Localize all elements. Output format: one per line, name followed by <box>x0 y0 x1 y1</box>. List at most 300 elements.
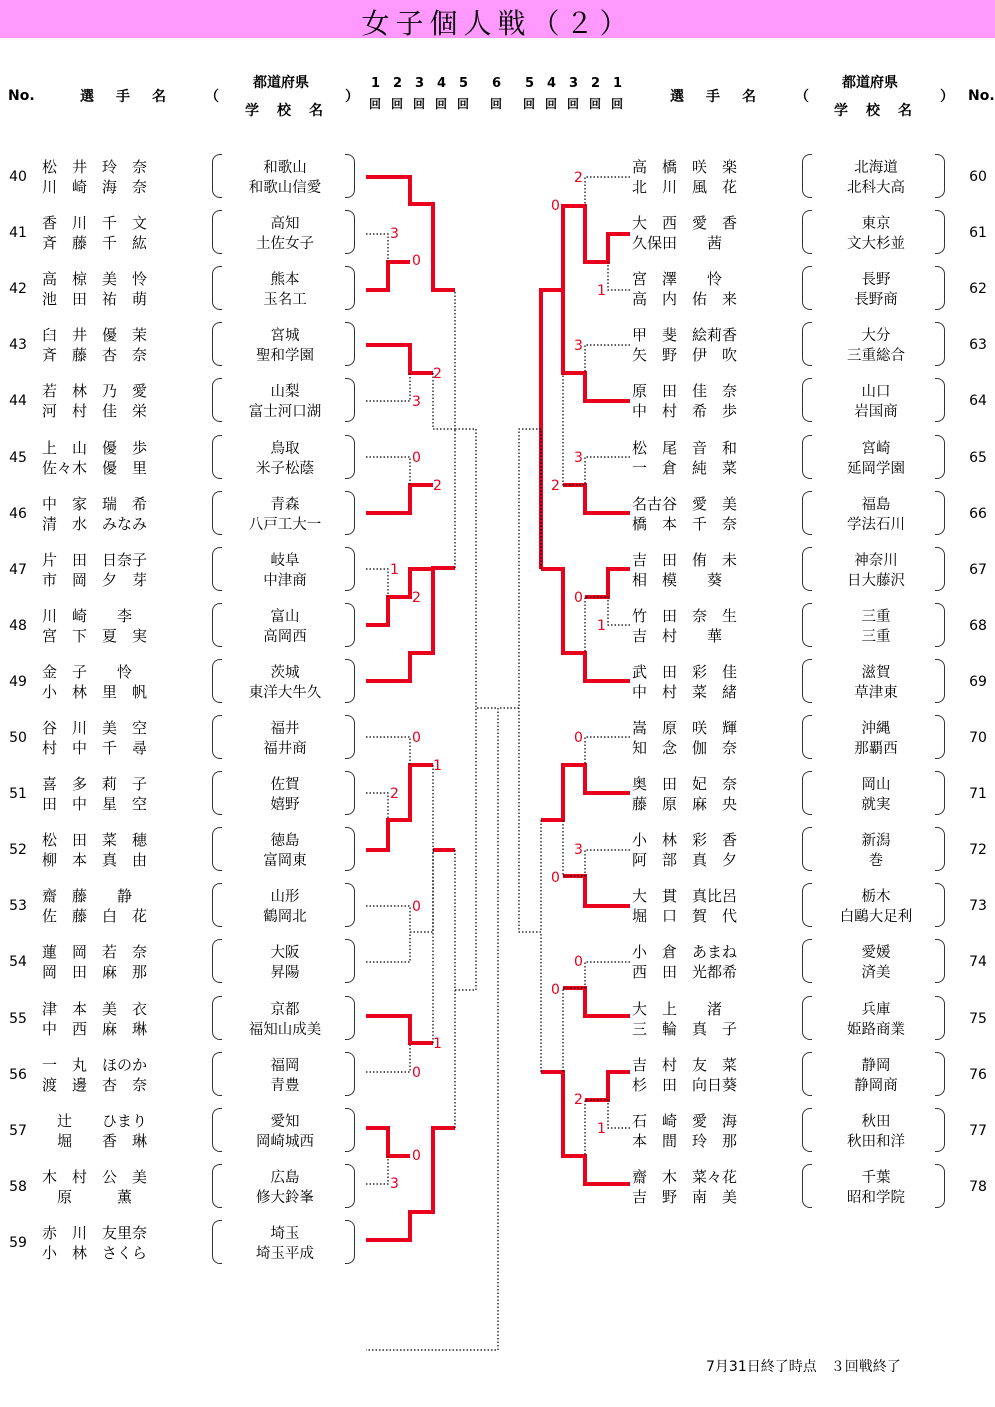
player-name: 中 村 希 歩 <box>632 402 738 421</box>
school-name: 日大藤沢 <box>847 572 905 589</box>
paren-left <box>802 659 812 703</box>
player-name: 喜 多 莉 子 <box>42 775 148 794</box>
paren-left <box>212 771 222 815</box>
match-score: 0 <box>574 590 583 606</box>
paren-left <box>802 266 812 310</box>
entry-number: 46 <box>9 505 27 522</box>
paren-right <box>345 1220 355 1264</box>
paren-right <box>935 210 945 254</box>
school-name: 姫路商業 <box>847 1021 905 1038</box>
prefecture: 京都 <box>270 1001 300 1018</box>
match-score: 2 <box>433 478 442 494</box>
entry-number: 54 <box>9 954 27 971</box>
paren-right <box>345 266 355 310</box>
paren-right <box>345 939 355 983</box>
entry-number: 45 <box>9 449 27 466</box>
paren-right <box>345 491 355 535</box>
player-name: 中 家 瑞 希 <box>42 494 148 513</box>
player-name: 大 上 渚 <box>632 999 723 1018</box>
round-unit: 回 <box>457 97 470 111</box>
paren-right <box>935 1108 945 1152</box>
school-name: 中津商 <box>263 572 307 589</box>
match-score: 3 <box>412 394 421 410</box>
entry-number: 53 <box>9 898 27 915</box>
round-label: 6 <box>492 76 502 91</box>
paren-left <box>212 154 222 198</box>
paren-left <box>212 883 222 927</box>
paren-right <box>935 939 945 983</box>
entry-number: 57 <box>9 1122 27 1139</box>
round-unit: 回 <box>490 97 503 111</box>
entry-number: 71 <box>969 786 987 803</box>
round-unit: 回 <box>369 97 382 111</box>
entry-number: 42 <box>9 281 27 298</box>
player-name: 知 念 伽 奈 <box>632 739 738 757</box>
player-name: 一 倉 純 菜 <box>632 458 738 477</box>
prefecture: 愛媛 <box>861 945 891 962</box>
match-score: 2 <box>390 786 399 802</box>
school-name: 土佐女子 <box>256 236 314 253</box>
school-name: 文大杉並 <box>847 236 905 253</box>
player-name: 村 中 千 尋 <box>42 739 148 757</box>
school-name: 就実 <box>861 797 891 814</box>
prefecture: 岡山 <box>861 777 891 794</box>
paren-right <box>345 996 355 1040</box>
round-label: 2 <box>393 76 403 91</box>
match-score: 2 <box>412 590 421 606</box>
match-score: 1 <box>597 618 606 634</box>
entry-number: 69 <box>969 673 987 690</box>
player-name: 木 村 公 美 <box>42 1167 148 1186</box>
entry-number: 72 <box>969 842 987 859</box>
prefecture: 大阪 <box>270 945 300 962</box>
player-name: 斉 藤 千 紘 <box>42 234 148 253</box>
header-pref-left: 都道府県 <box>253 75 309 91</box>
entry-number: 70 <box>969 730 987 746</box>
prefecture: 徳島 <box>270 833 300 850</box>
prefecture: 福島 <box>861 496 891 513</box>
paren-right <box>935 827 945 871</box>
paren-right <box>935 771 945 815</box>
paren-left <box>802 771 812 815</box>
prefecture: 和歌山 <box>263 160 307 176</box>
player-name: 市 岡 夕 芽 <box>42 570 148 589</box>
paren-left <box>212 939 222 983</box>
paren-right <box>935 322 945 366</box>
player-name: 杉 田 向日葵 <box>632 1075 738 1094</box>
paren-right <box>935 883 945 927</box>
entry-number: 56 <box>9 1066 27 1083</box>
school-name: 高岡西 <box>263 628 307 645</box>
paren-left <box>802 939 812 983</box>
prefecture: 栃木 <box>861 889 891 906</box>
paren-right <box>345 1052 355 1096</box>
round-label: 2 <box>591 76 601 91</box>
paren-right <box>345 659 355 703</box>
match-score: 0 <box>551 982 560 998</box>
prefecture: 富山 <box>270 608 300 625</box>
player-name: 田 中 星 空 <box>42 795 148 814</box>
entry-number: 58 <box>9 1178 27 1195</box>
header-paren-open-left: （ <box>205 89 219 105</box>
match-score: 1 <box>597 1121 606 1137</box>
player-name: 谷 川 美 空 <box>42 719 148 737</box>
paren-left <box>212 715 222 759</box>
player-name: 齋 木 菜々花 <box>632 1167 738 1186</box>
prefecture: 静岡 <box>861 1057 891 1074</box>
entry-number: 41 <box>9 225 27 242</box>
match-score: 0 <box>412 450 421 466</box>
player-name: 柳 本 真 由 <box>42 851 148 870</box>
paren-left <box>802 210 812 254</box>
player-name: 中 村 菜 緒 <box>632 682 738 701</box>
player-name: 香 川 千 文 <box>42 214 148 233</box>
player-name: 甲 斐 絵莉香 <box>632 326 738 345</box>
paren-left <box>802 827 812 871</box>
paren-left <box>212 603 222 647</box>
paren-right <box>935 266 945 310</box>
paren-left <box>212 435 222 479</box>
match-score: 2 <box>574 1092 583 1108</box>
player-name: 佐 藤 白 花 <box>42 907 148 926</box>
prefecture: 秋田 <box>861 1113 891 1130</box>
entry-number: 49 <box>9 673 27 690</box>
school-name: 学法石川 <box>847 516 905 533</box>
paren-left <box>212 1108 222 1152</box>
entry-number: 40 <box>9 169 27 185</box>
paren-right <box>935 996 945 1040</box>
school-name: 延岡学園 <box>847 460 905 477</box>
school-name: 秋田和洋 <box>847 1133 905 1150</box>
player-name: 石 崎 愛 海 <box>632 1111 738 1130</box>
paren-left <box>212 996 222 1040</box>
school-name: 鶴岡北 <box>263 909 307 926</box>
entry-number: 50 <box>9 730 27 746</box>
player-name: 宮 澤 怜 <box>632 270 723 289</box>
paren-left <box>802 715 812 759</box>
round-unit: 回 <box>567 97 580 111</box>
player-name: 小 倉 あまね <box>632 943 738 962</box>
page-title: 女子個人戦（２） <box>361 7 634 40</box>
round-unit: 回 <box>545 97 558 111</box>
player-name: 斉 藤 杏 奈 <box>42 346 148 365</box>
prefecture: 兵庫 <box>861 1001 891 1018</box>
player-name: 松 井 玲 奈 <box>42 158 148 176</box>
player-name: 清 水 みなみ <box>42 514 148 533</box>
match-score: 1 <box>433 758 442 774</box>
paren-right <box>345 603 355 647</box>
player-name: 高 椋 美 怜 <box>42 270 148 289</box>
player-name: 嵩 原 咲 輝 <box>632 719 738 737</box>
match-score: 3 <box>390 226 399 242</box>
right-scores <box>551 170 606 1137</box>
player-name: 松 尾 音 和 <box>632 438 738 457</box>
school-name: 岡崎城西 <box>256 1133 314 1150</box>
player-name: 齋 藤 静 <box>42 887 133 906</box>
prefecture: 山口 <box>861 384 891 401</box>
prefecture: 長野 <box>861 272 891 289</box>
entry-number: 78 <box>969 1178 987 1195</box>
player-name: 北 川 風 花 <box>632 178 738 196</box>
prefecture: 千葉 <box>861 1169 891 1186</box>
paren-left <box>212 547 222 591</box>
player-name: 吉 野 南 美 <box>632 1187 738 1206</box>
school-name: 那覇西 <box>854 741 898 757</box>
player-name: 武 田 彩 佳 <box>632 662 738 681</box>
paren-right <box>345 827 355 871</box>
paren-left <box>212 491 222 535</box>
player-name: 蓮 岡 若 奈 <box>42 943 148 962</box>
paren-right <box>935 1052 945 1096</box>
match-score: 0 <box>574 954 583 970</box>
header-no-right: No. <box>968 88 995 104</box>
player-name: 岡 田 麻 那 <box>42 963 148 982</box>
paren-left <box>212 827 222 871</box>
player-name: 川 崎 海 奈 <box>42 178 148 196</box>
player-name: 大 貫 真比呂 <box>632 887 738 906</box>
player-name: 西 田 光都希 <box>632 963 738 982</box>
paren-right <box>345 771 355 815</box>
paren-left <box>212 210 222 254</box>
entry-number: 77 <box>969 1122 987 1139</box>
header-paren-open-right: （ <box>795 89 809 105</box>
player-name: 辻 ひまり <box>42 1111 148 1130</box>
match-score: 0 <box>412 1148 421 1164</box>
player-name: 松 田 菜 穂 <box>42 831 148 850</box>
paren-left <box>802 1052 812 1096</box>
school-name: 富岡東 <box>263 853 307 870</box>
match-score: 3 <box>574 338 583 354</box>
paren-left <box>802 378 812 422</box>
paren-left <box>802 491 812 535</box>
player-name: 堀 香 琳 <box>42 1131 148 1150</box>
match-score: 0 <box>551 198 560 214</box>
entry-number: 61 <box>969 225 987 242</box>
entry-number: 55 <box>9 1010 27 1027</box>
header-no-left: No. <box>8 88 35 104</box>
entry-number: 68 <box>969 617 987 634</box>
paren-right <box>935 547 945 591</box>
paren-left <box>212 1052 222 1096</box>
player-name: 渡 邊 杏 奈 <box>42 1075 148 1094</box>
header-pref-right: 都道府県 <box>842 75 898 91</box>
paren-left <box>802 883 812 927</box>
player-name: 吉 村 華 <box>632 626 723 645</box>
match-score: 1 <box>433 1036 442 1052</box>
round-label: 1 <box>613 76 623 91</box>
round-label: 1 <box>371 76 381 91</box>
player-name: 原 田 佳 奈 <box>632 382 738 401</box>
paren-right <box>935 154 945 198</box>
school-name: 済美 <box>861 965 891 982</box>
school-name: 埼玉平成 <box>256 1245 314 1262</box>
match-score: 3 <box>574 450 583 466</box>
player-name: 小 林 彩 香 <box>632 831 738 850</box>
paren-right <box>345 1164 355 1208</box>
round-label: 5 <box>459 76 469 91</box>
player-name: 矢 野 伊 吹 <box>632 346 738 365</box>
player-name: 川 崎 李 <box>42 606 133 625</box>
left-winner-lines <box>366 177 455 1240</box>
match-score: 0 <box>412 730 421 746</box>
paren-left <box>802 547 812 591</box>
entry-number: 67 <box>969 561 987 578</box>
prefecture: 沖縄 <box>861 721 891 737</box>
school-name: 草津東 <box>854 684 898 701</box>
prefecture: 宮城 <box>270 328 300 345</box>
entry-number: 65 <box>969 449 987 466</box>
paren-left <box>212 1220 222 1264</box>
entry-number: 47 <box>9 561 27 578</box>
paren-right <box>345 210 355 254</box>
paren-left <box>802 996 812 1040</box>
round-unit: 回 <box>435 97 448 111</box>
paren-left <box>212 378 222 422</box>
paren-right <box>345 547 355 591</box>
player-name: 大 西 愛 香 <box>632 214 738 233</box>
right-winner-lines <box>541 206 630 1184</box>
round-label: 4 <box>437 76 447 91</box>
player-name: 久保田 茜 <box>632 234 723 253</box>
entry-number: 59 <box>9 1234 27 1251</box>
match-score: 3 <box>574 842 583 858</box>
prefecture: 鳥取 <box>270 440 300 457</box>
prefecture: 滋賀 <box>861 664 891 681</box>
player-name: 原 薫 <box>42 1187 133 1206</box>
school-name: 福知山成美 <box>248 1021 322 1038</box>
paren-right <box>345 378 355 422</box>
player-name: 若 林 乃 愛 <box>42 382 148 401</box>
school-name: 昭和学院 <box>847 1189 905 1206</box>
school-name: 玉名工 <box>263 292 307 309</box>
player-name: 堀 口 賀 代 <box>632 907 738 926</box>
match-score: 2 <box>433 366 442 382</box>
round-label: 3 <box>415 76 425 91</box>
prefecture: 東京 <box>861 216 891 233</box>
footer-status: 7月31日終了時点 ３回戦終了 <box>706 1359 901 1375</box>
prefecture: 岐阜 <box>270 552 300 569</box>
entry-number: 62 <box>969 281 987 298</box>
match-score: 0 <box>412 1065 421 1081</box>
school-name: 三重総合 <box>847 348 905 365</box>
prefecture: 宮崎 <box>861 440 891 457</box>
paren-left <box>802 1164 812 1208</box>
entry-number: 51 <box>9 786 27 803</box>
prefecture: 青森 <box>270 496 300 513</box>
prefecture: 佐賀 <box>270 777 300 794</box>
player-name: 名古谷 愛 美 <box>632 494 738 513</box>
prefecture: 愛知 <box>270 1113 300 1130</box>
entry-number: 52 <box>9 842 27 859</box>
prefecture: 山形 <box>270 889 300 906</box>
round-label: 5 <box>525 76 535 91</box>
player-name: 臼 井 優 茉 <box>42 326 148 345</box>
prefecture: 広島 <box>270 1169 300 1186</box>
paren-right <box>345 715 355 759</box>
prefecture: 高知 <box>270 216 300 233</box>
player-name: 本 間 玲 那 <box>632 1131 738 1150</box>
paren-right <box>935 715 945 759</box>
paren-left <box>212 1164 222 1208</box>
player-name: 河 村 佳 栄 <box>42 402 148 421</box>
paren-right <box>345 154 355 198</box>
paren-right <box>345 322 355 366</box>
prefecture: 埼玉 <box>270 1225 300 1242</box>
entry-number: 44 <box>9 393 27 410</box>
header-school-right: 学 校 名 <box>834 103 914 119</box>
paren-left <box>802 154 812 198</box>
paren-left <box>212 322 222 366</box>
entry-number: 60 <box>969 169 987 185</box>
paren-right <box>935 435 945 479</box>
entry-number: 73 <box>969 898 987 915</box>
player-name: 上 山 優 歩 <box>42 438 148 457</box>
match-score: 0 <box>574 730 583 746</box>
player-name: 三 輪 真 子 <box>632 1019 738 1038</box>
school-name: 嬉野 <box>270 797 300 814</box>
player-name: 宮 下 夏 実 <box>42 626 148 645</box>
player-name: 中 西 麻 琳 <box>42 1019 148 1038</box>
school-name: 巻 <box>868 853 884 870</box>
entry-number: 43 <box>9 337 27 354</box>
entry-number: 76 <box>969 1066 987 1083</box>
player-name: 阿 部 真 夕 <box>632 851 738 870</box>
school-name: 聖和学園 <box>256 348 314 365</box>
player-name: 佐々木 優 里 <box>42 458 148 477</box>
school-name: 長野商 <box>854 292 898 309</box>
player-name: 赤 川 友里奈 <box>42 1223 148 1242</box>
player-name: 高 橋 咲 楽 <box>632 158 738 176</box>
match-score: 3 <box>390 1176 399 1192</box>
entry-number: 63 <box>969 337 987 354</box>
left-scores <box>390 226 442 1192</box>
player-name: 金 子 怜 <box>42 662 133 681</box>
player-name: 吉 村 友 菜 <box>632 1055 738 1074</box>
match-score: 1 <box>390 562 399 578</box>
header-paren-close-left: ） <box>345 89 359 105</box>
match-score: 2 <box>551 478 560 494</box>
paren-left <box>212 266 222 310</box>
player-name: 奥 田 妃 奈 <box>632 775 738 794</box>
player-name: 片 田 日奈子 <box>42 550 148 569</box>
school-name: 和歌山信愛 <box>248 180 322 196</box>
school-name: 白鷗大足利 <box>839 909 913 926</box>
paren-right <box>935 1164 945 1208</box>
round-unit: 回 <box>413 97 426 111</box>
prefecture: 福井 <box>270 721 300 737</box>
match-score: 1 <box>597 283 606 299</box>
player-name: 池 田 祐 萌 <box>42 290 148 309</box>
player-name: 相 模 葵 <box>632 570 723 589</box>
prefecture: 福岡 <box>270 1057 300 1074</box>
match-score: 0 <box>551 870 560 886</box>
school-name: 静岡商 <box>854 1077 898 1094</box>
player-name: 小 林 さくら <box>42 1243 148 1262</box>
school-name: 米子松蔭 <box>256 460 314 477</box>
header-paren-close-right: ） <box>940 89 954 105</box>
school-name: 修大鈴峯 <box>256 1189 314 1206</box>
school-name: 昇陽 <box>270 965 300 982</box>
player-name: 津 本 美 衣 <box>42 999 148 1018</box>
school-name: 東洋大牛久 <box>248 684 322 701</box>
left-dotted-lines <box>366 234 498 1350</box>
paren-right <box>935 659 945 703</box>
entry-number: 66 <box>969 505 987 522</box>
round-label: 4 <box>547 76 557 91</box>
match-score: 0 <box>412 899 421 915</box>
player-name: 一 丸 ほのか <box>42 1055 148 1074</box>
header-player-left: 選 手 名 <box>80 89 170 105</box>
